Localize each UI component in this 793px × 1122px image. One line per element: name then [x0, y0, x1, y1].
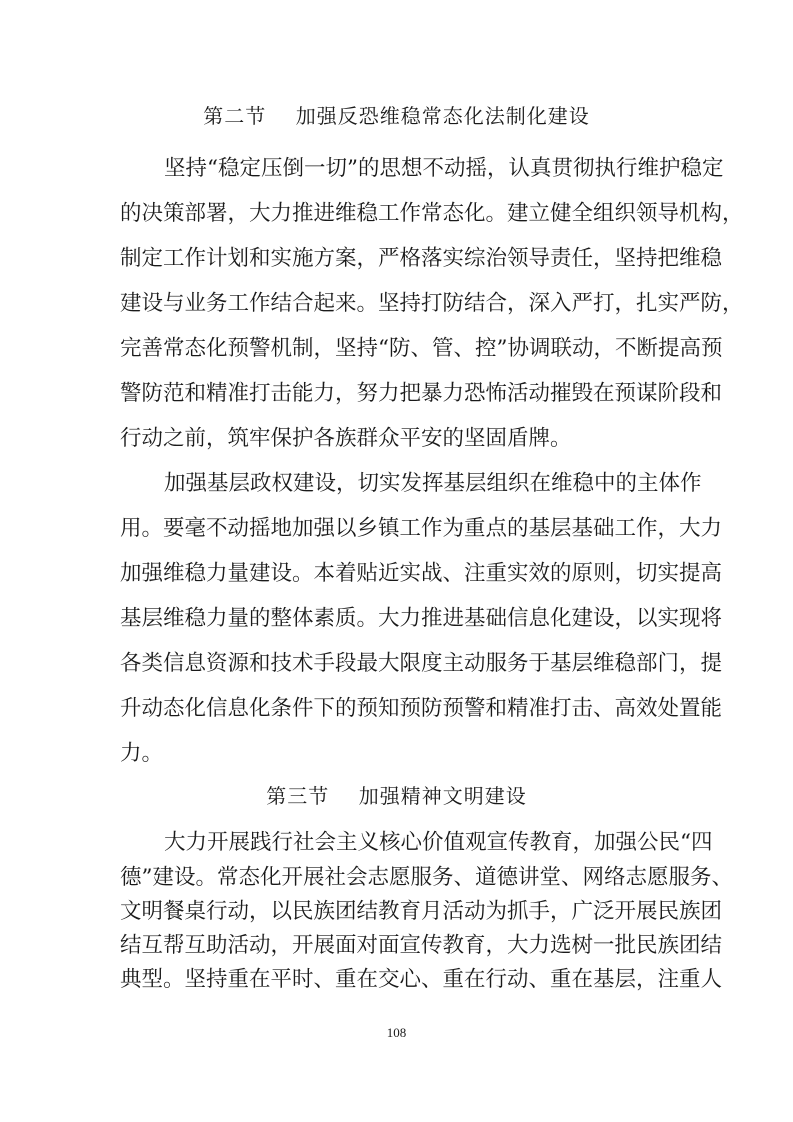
paragraph-line: 警防范和精准打击能力，努力把暴力恐怖活动摧毁在预谋阶段和: [120, 381, 723, 406]
paragraph-line: 制定工作计划和实施方案，严格落实综治领导责任，坚持把维稳: [120, 246, 723, 271]
paragraph-line: 结互帮互助活动，开展面对面宣传教育，大力选树一批民族团结: [120, 933, 723, 958]
paragraph-line: 行动之前，筑牢保护各族群众平安的坚固盾牌。: [120, 426, 572, 451]
section-heading-2: 第二节 加强反恐维稳常态化法制化建设: [203, 104, 590, 128]
paragraph-line: 加强基层政权建设，切实发挥基层组织在维稳中的主体作: [164, 471, 702, 496]
section-heading-3: 第三节 加强精神文明建设: [266, 784, 527, 808]
paragraph-line: 建设与业务工作结合起来。坚持打防结合，深入严打，扎实严防，: [120, 291, 744, 316]
paragraph-line: 基层维稳力量的整体素质。大力推进基础信息化建设，以实现将: [120, 606, 723, 631]
paragraph-line: 完善常态化预警机制，坚持“防、管、控”协调联动，不断提高预: [120, 336, 723, 361]
paragraph-line: 用。要毫不动摇地加强以乡镇工作为重点的基层基础工作，大力: [120, 516, 723, 541]
paragraph-line: 升动态化信息化条件下的预知预防预警和精准打击、高效处置能: [120, 696, 723, 721]
paragraph-line: 坚持“稳定压倒一切”的思想不动摇，认真贯彻执行维护稳定: [164, 156, 724, 181]
paragraph-line: 加强维稳力量建设。本着贴近实战、注重实效的原则，切实提高: [120, 561, 723, 586]
paragraph-line: 文明餐桌行动，以民族团结教育月活动为抓手，广泛开展民族团: [120, 899, 723, 924]
page-number: 108: [386, 1025, 407, 1040]
paragraph-line: 德”建设。常态化开展社会志愿服务、道德讲堂、网络志愿服务、: [120, 865, 733, 890]
paragraph-line: 大力开展践行社会主义核心价值观宣传教育，加强公民“四: [164, 830, 713, 855]
paragraph-line: 的决策部署，大力推进维稳工作常态化。建立健全组织领导机构，: [120, 201, 744, 226]
paragraph-line: 力。: [120, 741, 164, 766]
paragraph-line: 典型。坚持重在平时、重在交心、重在行动、重在基层，注重人: [120, 967, 723, 992]
paragraph-line: 各类信息资源和技术手段最大限度主动服务于基层维稳部门，提: [120, 651, 723, 676]
